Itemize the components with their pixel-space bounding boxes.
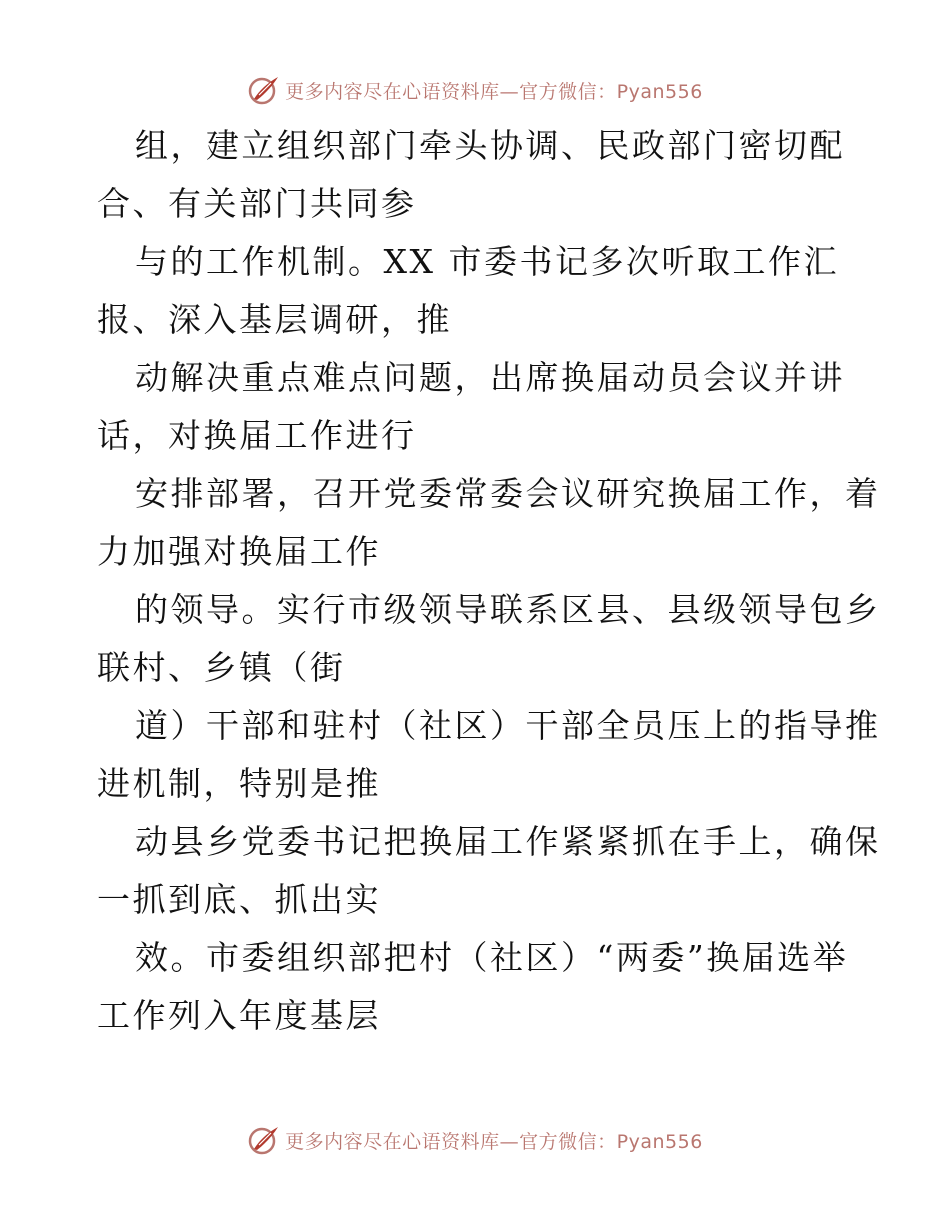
quill-logo-icon <box>247 1123 281 1157</box>
paragraph <box>97 581 881 697</box>
text-line: 合、有关部门共同参 <box>97 184 417 223</box>
text-line: 报、深入基层调研，推 <box>97 300 452 339</box>
text-line: 进机制，特别是推 <box>97 764 381 803</box>
text-line: 一抓到底、抓出实 <box>97 880 381 919</box>
watermark-text: 更多内容尽在心语资料库—官方微信：Pyan556 <box>285 1130 703 1153</box>
text-line: 的领导。实行市级领导联系区县、县级领导包乡 <box>135 590 881 629</box>
paragraph <box>97 465 881 581</box>
text-line: 工作列入年度基层 <box>97 996 381 1035</box>
document-body <box>97 117 881 1045</box>
paragraph <box>97 349 877 465</box>
paragraph <box>97 233 877 349</box>
text-line: 与的工作机制。XX 市委书记多次听取工作汇 <box>135 242 839 281</box>
text-line: 话，对换届工作进行 <box>97 416 417 455</box>
text-line: 力加强对换届工作 <box>97 532 381 571</box>
text-line: 效。市委组织部把村（社区）“两委”换届选举 <box>135 938 849 977</box>
header-watermark <box>0 70 950 110</box>
text-line: 动解决重点难点问题，出席换届动员会议并讲 <box>135 358 845 397</box>
text-line: 安排部署，召开党委常委会议研究换届工作，着 <box>135 474 881 513</box>
text-line: 道）干部和驻村（社区）干部全员压上的指导推 <box>135 706 881 745</box>
text-line: 联村、乡镇（街 <box>97 648 346 687</box>
text-line: 组，建立组织部门牵头协调、民政部门密切配 <box>135 126 845 165</box>
footer-watermark <box>0 1120 950 1160</box>
paragraph <box>97 929 877 1045</box>
watermark-text: 更多内容尽在心语资料库—官方微信：Pyan556 <box>285 80 703 103</box>
paragraph <box>97 813 881 929</box>
text-line: 动县乡党委书记把换届工作紧紧抓在手上，确保 <box>135 822 881 861</box>
paragraph <box>97 697 881 813</box>
paragraph <box>97 117 877 233</box>
quill-logo-icon <box>247 73 281 107</box>
